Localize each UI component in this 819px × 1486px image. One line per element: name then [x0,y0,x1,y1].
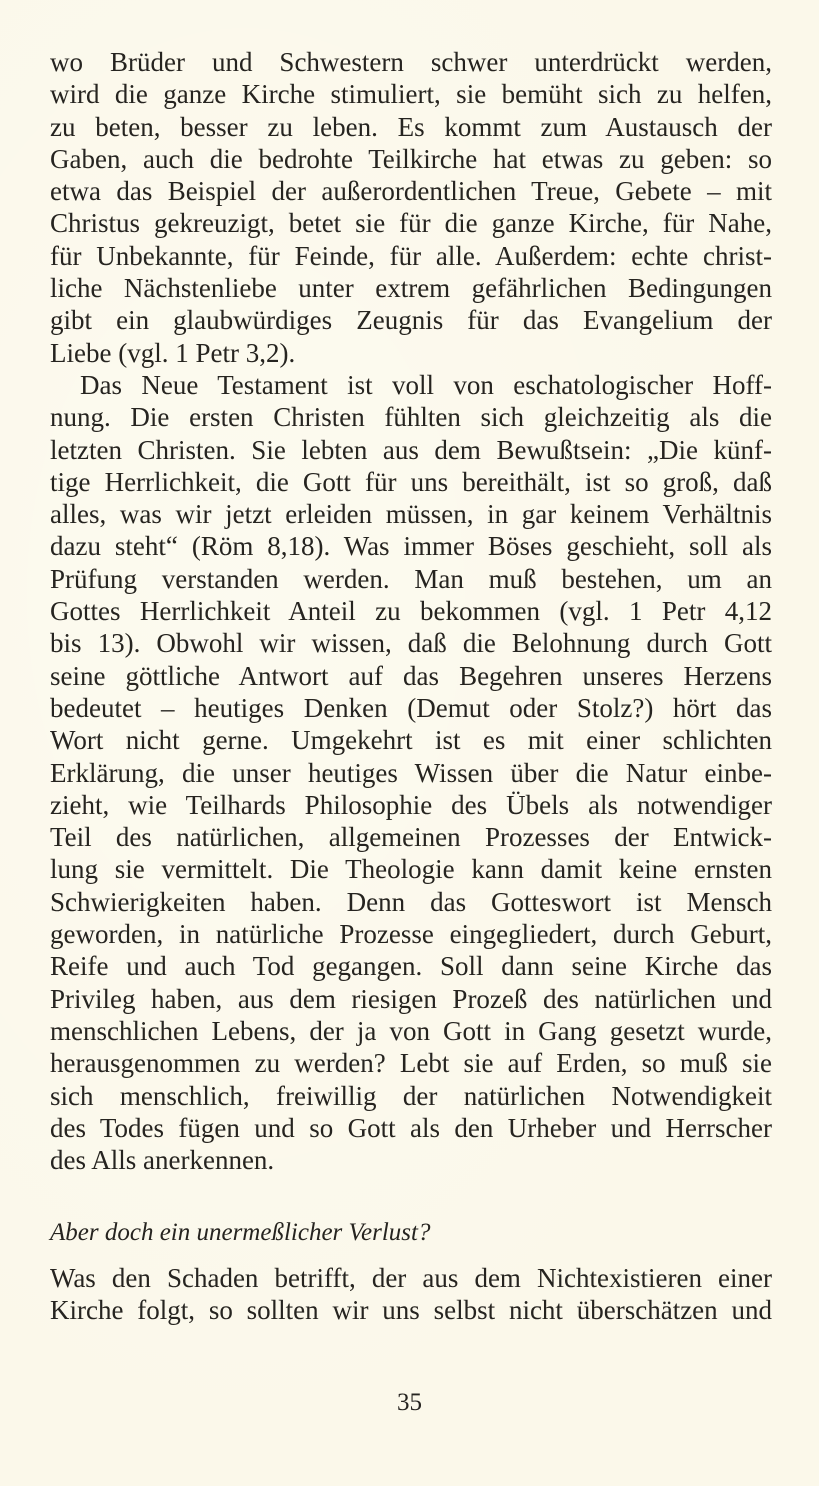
text-line: lung sie vermittelt. Die Theologie kann damit keine ernsten [50,854,772,885]
text-line: zu beten, besser zu leben. Es kommt zum Austausch der [50,111,772,142]
text-line: des Alls anerkennen. [50,1145,275,1176]
text-line: herausgenommen zu werden? Lebt sie auf Erden, so muß sie [50,1048,772,1079]
paragraph-2 [50,369,772,1176]
text-line: sich menschlich, freiwillig der natürlichen Notwendigkeit [50,1080,772,1111]
text-line: bis 13). Obwohl wir wissen, daß die Belohnung durch Gott [50,628,772,659]
text-line: Christus gekreuzigt, betet sie für die ganze Kirche, für Nahe, [50,208,772,239]
text-line: Das Neue Testament ist voll von eschatologischer Hoff- [80,370,772,400]
text-line: liche Nächstenliebe unter extrem gefährlichen Bedingungen [50,273,772,304]
text-line: tige Herrlichkeit, die Gott für uns bereithält, ist so groß, daß [50,466,772,497]
section-heading: Aber doch ein unermeßlicher Verlust? [50,1219,431,1246]
text-line: wird die ganze Kirche stimuliert, sie bemüht sich zu helfen, [50,79,772,110]
text-line: Reife und auch Tod gegangen. Soll dann seine Kirche das [50,951,772,982]
text-line: bedeutet – heutiges Denken (Demut oder Stolz?) hört das [50,692,772,723]
text-line: dazu steht“ (Röm 8,18). Was immer Böses geschieht, soll als [50,531,772,562]
text-line: des Todes fügen und so Gott als den Urheber und Herrscher [50,1112,772,1143]
text-line: Erklärung, die unser heutiges Wissen über die Natur einbe- [50,757,772,788]
page-number: 35 [397,1389,422,1416]
text-line: Gottes Herrlichkeit Anteil zu bekommen (vgl. 1 Petr 4,12 [50,596,772,627]
text-line: gibt ein glaubwürdiges Zeugnis für das Evangelium der [50,305,772,336]
text-line: Teil des natürlichen, allgemeinen Prozesses der Entwick- [50,822,772,853]
text-line: Wort nicht gerne. Umgekehrt ist es mit einer schlichten [50,725,772,756]
text-line: geworden, in natürliche Prozesse eingegliedert, durch Geburt, [50,919,772,950]
text-line: Gaben, auch die bedrohte Teilkirche hat etwas zu geben: so [50,143,772,174]
text-line: zieht, wie Teilhards Philosophie des Übels als notwendiger [50,789,772,820]
paragraph-1 [50,46,772,369]
text-line: Kirche folgt, so sollten wir uns selbst nicht überschätzen und [50,1295,772,1326]
text-line: Schwierigkeiten haben. Denn das Gotteswort ist Mensch [50,886,772,917]
paragraph-3 [50,1262,772,1327]
text-line: nung. Die ersten Christen fühlten sich gleichzeitig als die [50,402,772,433]
text-line: seine göttliche Antwort auf das Begehren unseres Herzens [50,660,772,691]
text-line: Prüfung verstanden werden. Man muß bestehen, um an [50,563,772,594]
text-line: Privileg haben, aus dem riesigen Prozeß des natürlichen und [50,983,772,1014]
text-line: etwa das Beispiel der außerordentlichen Treue, Gebete – mit [50,176,772,207]
text-line: Liebe (vgl. 1 Petr 3,2). [50,337,296,368]
text-line: alles, was wir jetzt erleiden müssen, in gar keinem Verhältnis [50,499,772,530]
text-line: Was den Schaden betrifft, der aus dem Nichtexistieren einer [50,1263,772,1293]
text-line: für Unbekannte, für Feinde, für alle. Außerdem: echte christ- [50,240,772,271]
text-line: letzten Christen. Sie lebten aus dem Bewußtsein: „Die künf- [50,434,772,465]
text-line: wo Brüder und Schwestern schwer unterdrückt werden, [50,47,772,77]
text-line: menschlichen Lebens, der ja von Gott in Gang gesetzt wurde, [50,1015,772,1046]
